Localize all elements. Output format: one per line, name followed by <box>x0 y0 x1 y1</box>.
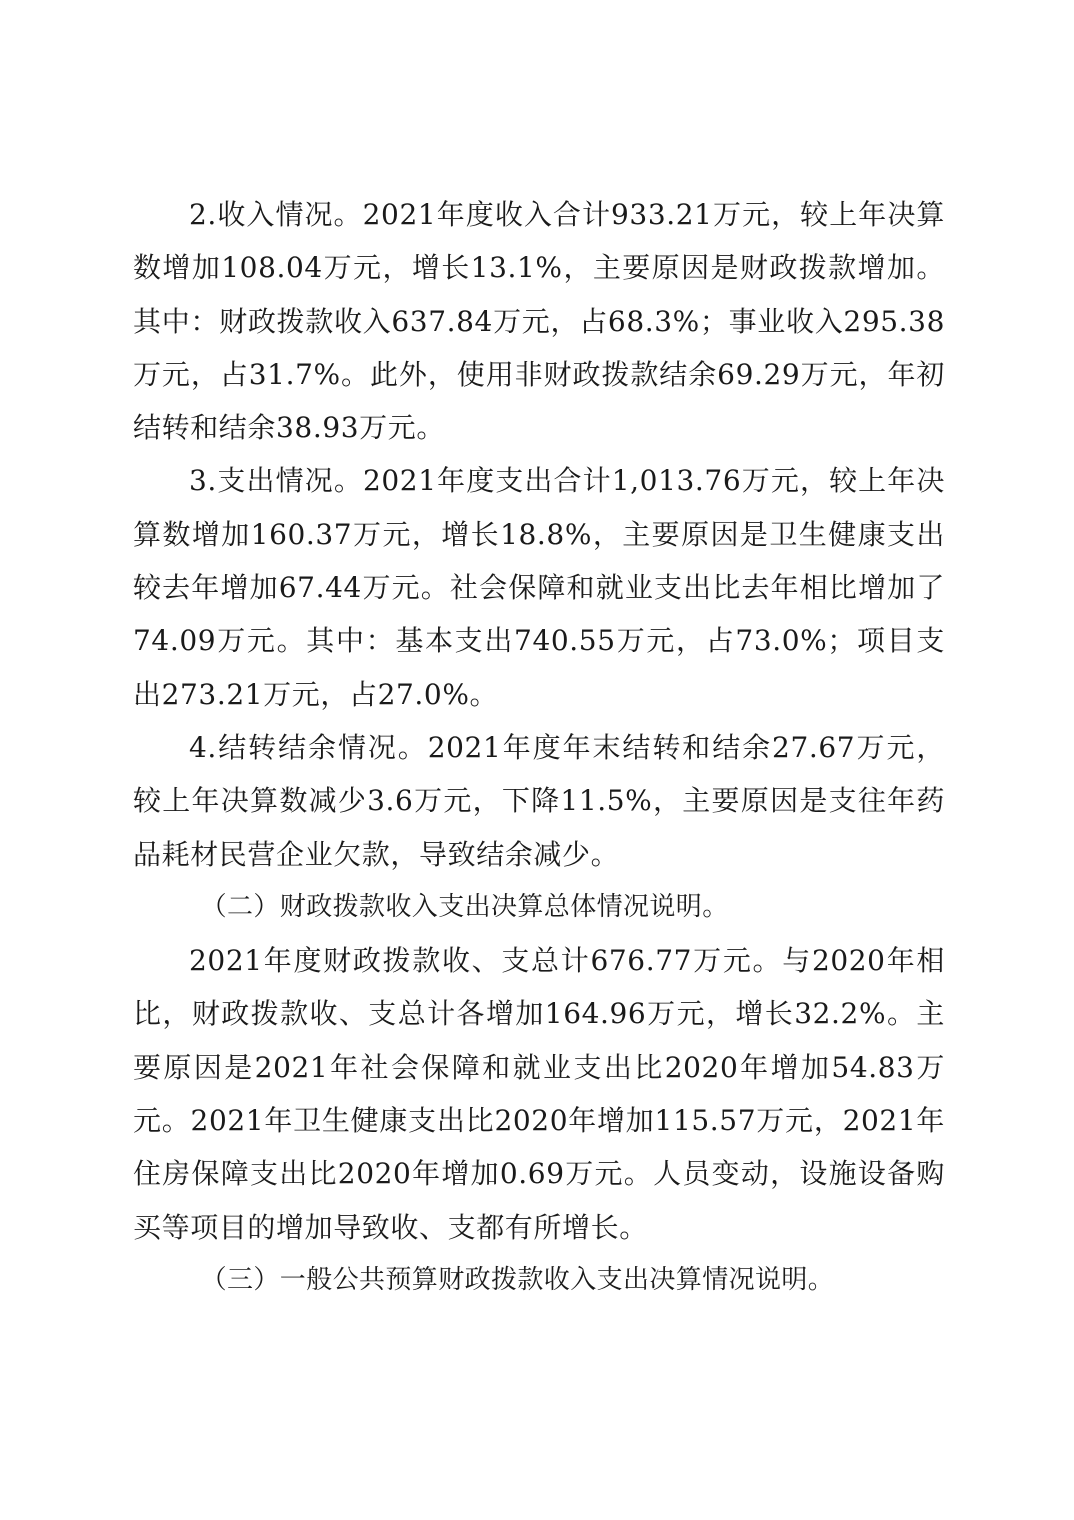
section-two-heading: （二）财政拨款收入支出决算总体情况说明。 <box>200 891 729 922</box>
expenditure-paragraph: 3.支出情况。2021年度支出合计1,013.76万元，较上年决算数增加160.37万元，增长18.8%，主要原因是卫生健康支出较去年增加67.44万元。社会保障和就业支出比去年相比增加了74.09万元。其中：基本支出740.55万元，占73.0%；项目支出273.21万元，占27.0%。 <box>133 464 945 711</box>
carryover-paragraph: 4.结转结余情况。2021年度年末结转和结余27.67万元，较上年决算数减少3.6万元，下降11.5%，主要原因是支往年药品耗材民营企业欠款，导致结余减少。 <box>133 730 945 871</box>
section-two-paragraph: 2021年度财政拨款收、支总计676.77万元。与2020年相比，财政拨款收、支总计各增加164.96万元，增长32.2%。主要原因是2021年社会保障和就业支出比2020年增加54.83万元。2021年卫生健康支出比2020年增加115.57万元，2021年住房保障支出比2020年增加0.69万元。人员变动，设施设备购买等项目的增加导致收、支都有所增长。 <box>133 944 945 1244</box>
section-three-heading: （三）一般公共预算财政拨款收入支出决算情况说明。 <box>200 1264 835 1295</box>
income-paragraph: 2.收入情况。2021年度收入合计933.21万元，较上年决算数增加108.04万元，增长13.1%，主要原因是财政拨款增加。其中：财政拨款收入637.84万元，占68.3%；事业收入295.38万元，占31.7%。此外，使用非财政拨款结余69.29万元，年初结转和结余38.93万元。 <box>133 198 945 445</box>
document-body <box>133 188 945 1307</box>
